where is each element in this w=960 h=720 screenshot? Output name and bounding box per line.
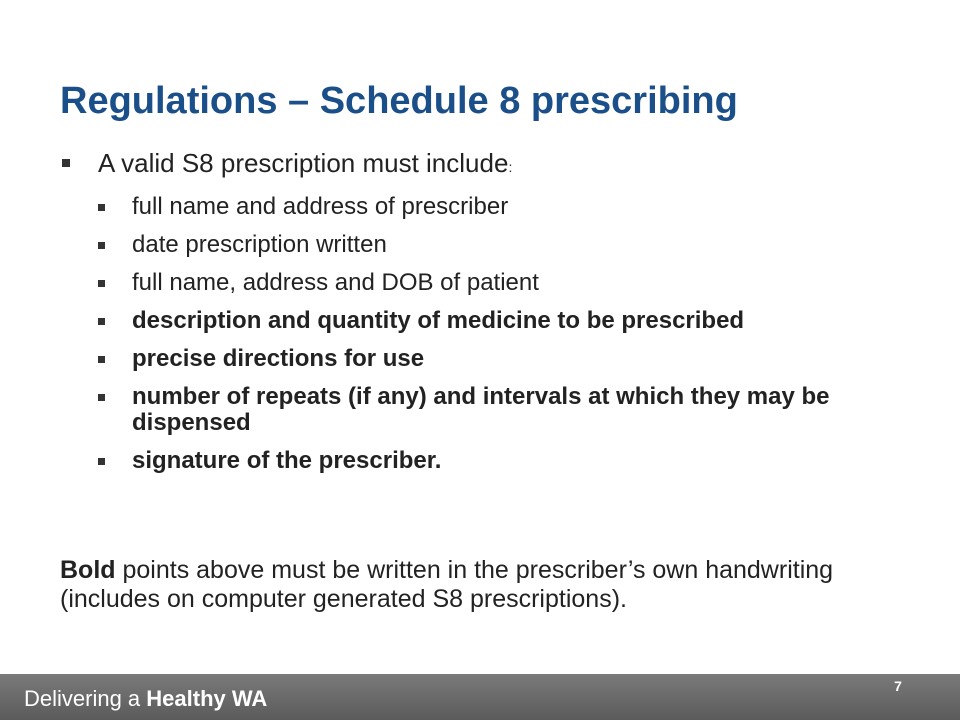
requirement-item — [60, 308, 900, 334]
square-bullet-icon — [98, 204, 105, 211]
requirement-text: date prescription written — [132, 231, 387, 258]
requirement-text: description and quantity of medicine to be prescribed — [132, 307, 745, 334]
note-text: points above must be written in the prescriber’s own handwriting (includes on computer generated S8 prescriptions). — [60, 556, 834, 613]
requirement-text: full name and address of prescriber — [132, 193, 509, 220]
square-bullet-icon — [98, 280, 105, 287]
slide-title: Regulations – Schedule 8 prescribing — [60, 80, 738, 122]
requirement-item — [60, 270, 900, 296]
square-bullet-icon — [98, 356, 105, 363]
footer-tagline-prefix: Delivering a — [24, 686, 147, 711]
square-bullet-icon — [98, 458, 105, 465]
requirement-item — [60, 384, 900, 436]
requirement-text: full name, address and DOB of patient — [132, 269, 539, 296]
requirement-text: number of repeats (if any) and intervals at which they may be dispensed — [132, 383, 830, 436]
requirements-list — [60, 194, 900, 474]
square-bullet-icon — [98, 318, 105, 325]
page-number: 7 — [894, 678, 902, 694]
requirement-item — [60, 346, 900, 372]
square-bullet-icon — [98, 242, 105, 249]
main-bullet-point — [60, 148, 900, 182]
requirement-item — [60, 194, 900, 220]
handwriting-note — [60, 556, 910, 614]
main-point-text: A valid S8 prescription must include — [98, 148, 509, 178]
slide-content — [60, 148, 900, 486]
footer-bar — [0, 674, 960, 720]
footer-tagline — [24, 686, 267, 712]
requirement-item — [60, 448, 900, 474]
footer-tagline-bold: Healthy WA — [146, 686, 268, 711]
requirement-text: precise directions for use — [132, 345, 425, 372]
requirement-text: signature of the prescriber. — [132, 447, 442, 474]
main-point-colon: : — [508, 159, 513, 175]
square-bullet-icon — [98, 394, 105, 401]
requirement-item — [60, 232, 900, 258]
square-bullet-icon — [62, 159, 70, 167]
note-bold-word: Bold — [60, 556, 116, 584]
